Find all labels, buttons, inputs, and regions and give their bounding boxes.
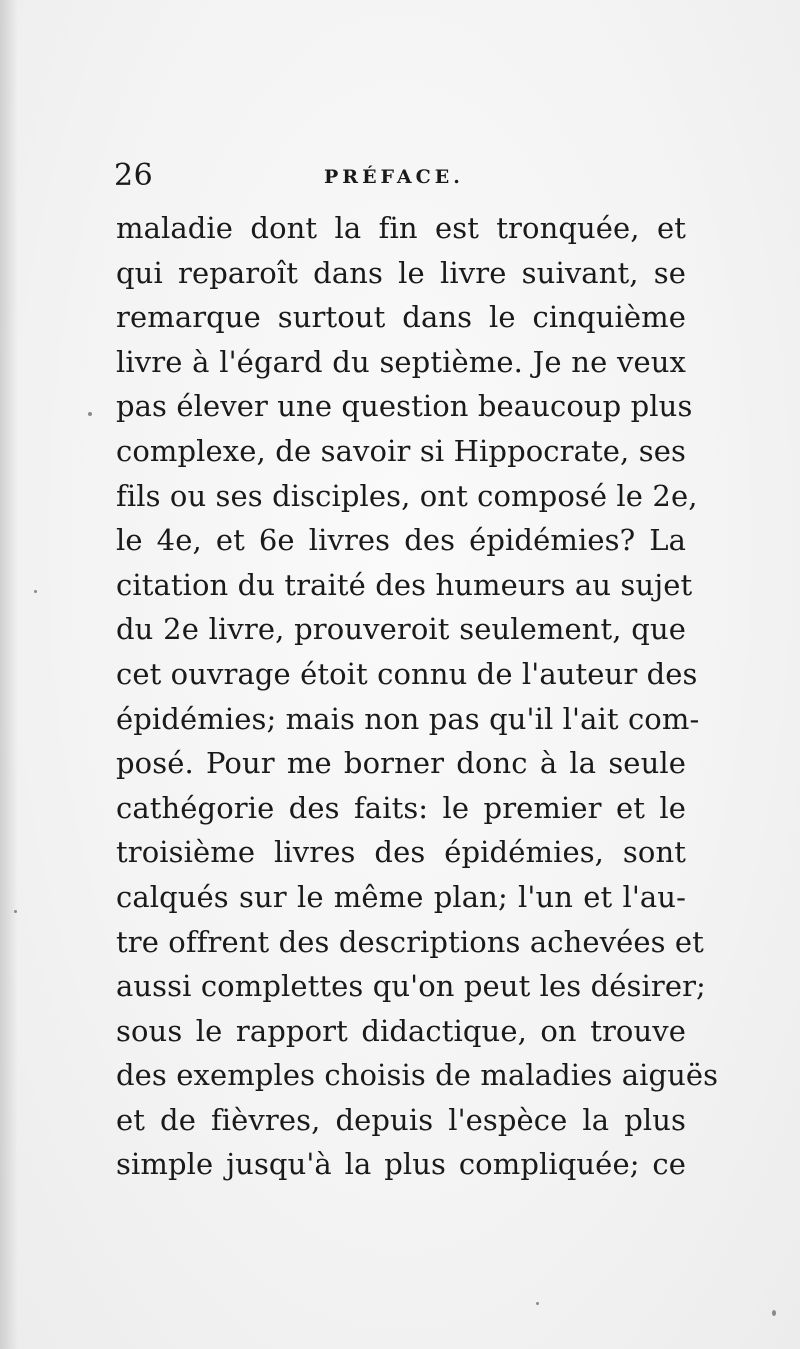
text-line: cathégorie des faits: le premier et le — [116, 790, 686, 825]
text-line: cet ouvrage étoit connu de l'auteur des — [116, 656, 698, 691]
paper-speck — [14, 910, 17, 913]
text-line: posé. Pour me borner donc à la seule — [116, 746, 686, 781]
text-line: calqués sur le même plan; l'un et l'au- — [116, 879, 686, 914]
text-line: des exemples choisis de maladies aiguës — [116, 1058, 719, 1093]
text-line: aussi complettes qu'on peut les désirer; — [116, 969, 706, 1004]
text-line: le 4e, et 6e livres des épidémies? La — [116, 523, 686, 558]
text-line: livre à l'égard du septième. Je ne veux — [116, 344, 686, 379]
text-line: tre offrent des descriptions achevées et — [116, 924, 704, 959]
text-line: complexe, de savoir si Hippocrate, ses — [116, 433, 686, 468]
text-line: simple jusqu'à la plus compliquée; ce — [116, 1147, 686, 1182]
paper-speck — [88, 412, 92, 416]
page-edge-shadow — [0, 0, 18, 1349]
text-line: maladie dont la fin est tronquée, et — [116, 211, 686, 245]
text-line: qui reparoît dans le livre suivant, se — [116, 255, 686, 290]
paper-speck — [536, 1302, 539, 1305]
text-line: épidémies; mais non pas qu'il l'ait com- — [116, 701, 700, 736]
text-line: pas élever une question beaucoup plus — [116, 389, 693, 424]
text-line: remarque surtout dans le cinquième — [116, 300, 686, 335]
page-number: 26 — [114, 158, 154, 193]
paper-speck — [772, 1310, 776, 1316]
body-text — [116, 206, 719, 1187]
running-head: PRÉFACE. — [324, 166, 464, 188]
text-line: fils ou ses disciples, ont composé le 2e, — [116, 478, 698, 513]
text-line: et de fièvres, depuis l'espèce la plus — [116, 1102, 686, 1137]
paper-speck — [34, 590, 37, 593]
text-line: du 2e livre, prouveroit seulement, que — [116, 612, 686, 647]
text-line: sous le rapport didactique, on trouve — [116, 1013, 686, 1048]
text-line: citation du traité des humeurs au sujet — [116, 567, 693, 602]
text-line: troisième livres des épidémies, sont — [116, 835, 686, 870]
page-header — [114, 158, 694, 198]
